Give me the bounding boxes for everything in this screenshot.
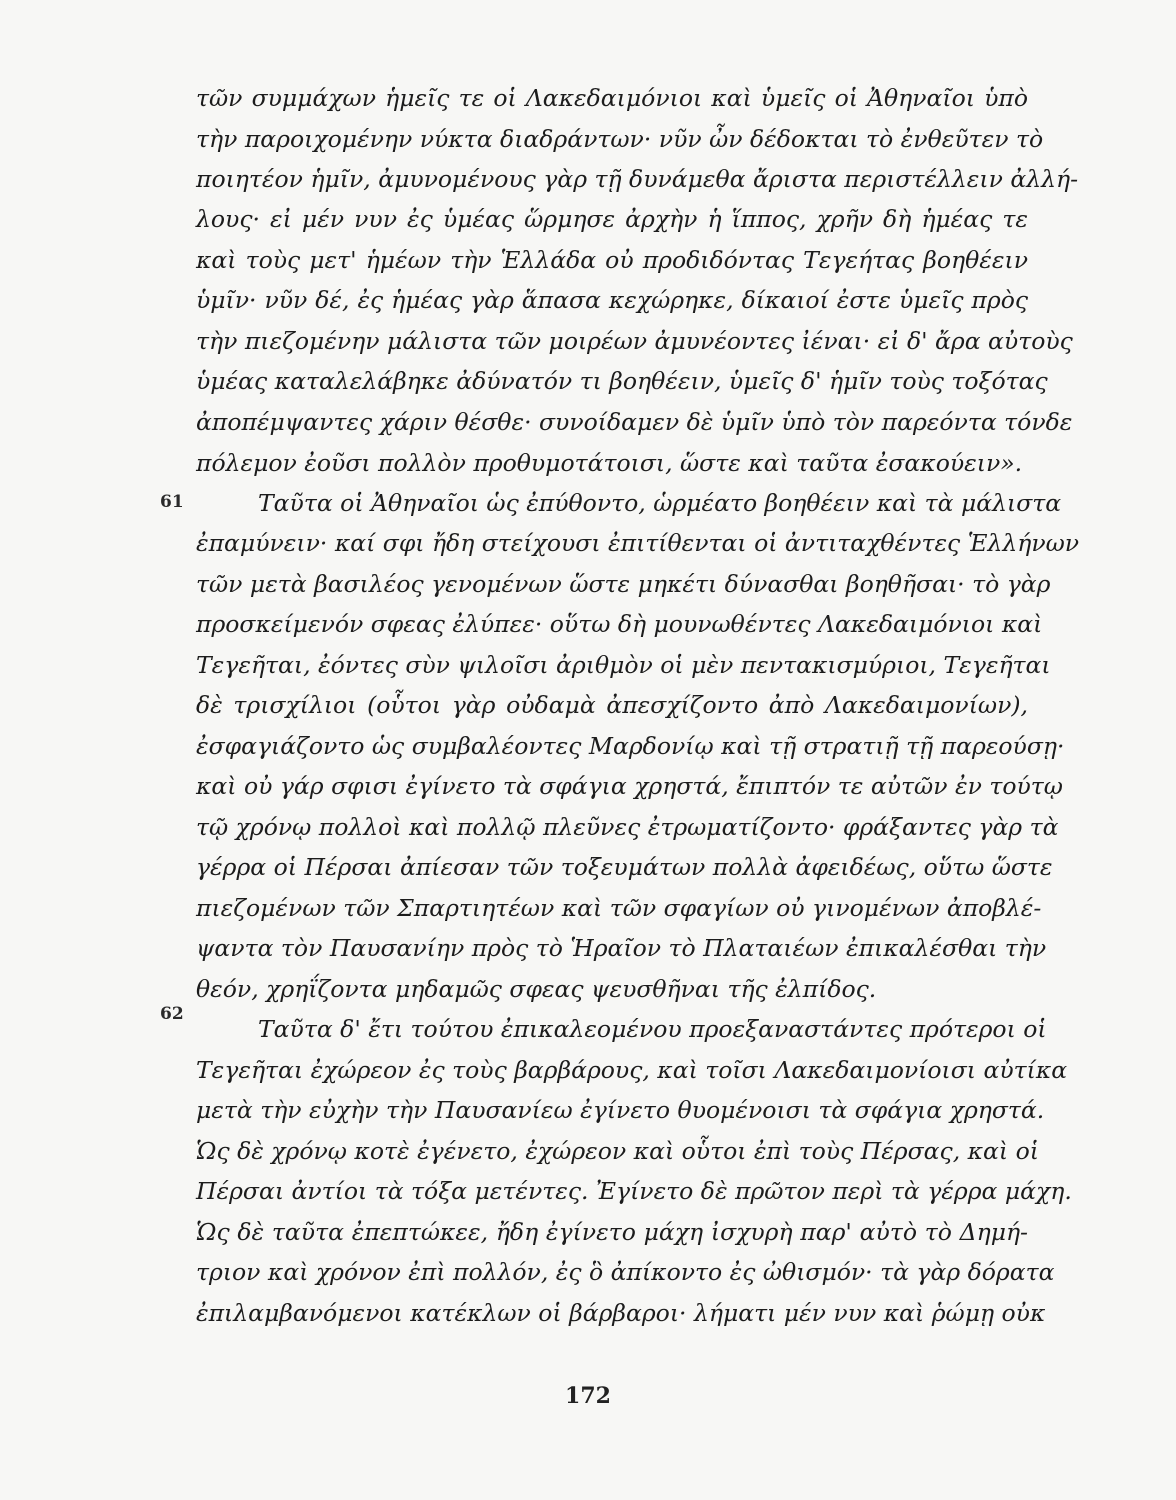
text-line: πόλεμον ἐοῦσι πολλὸν προθυμοτάτοισι, ὥστε καὶ ταῦτα ἐσακούειν». (196, 449, 1023, 477)
text-line: ὑμέας καταλελάβηκε ἀδύνατόν τι βοηθέειν, ὑμεῖς δ' ἡμῖν τοὺς τοξότας (196, 367, 1048, 395)
text-line: Πέρσαι ἀντίοι τὰ τόξα μετέντες. Ἐγίνετο δὲ πρῶτον περὶ τὰ γέρρα μάχη. (196, 1177, 1072, 1205)
text-line: ἐπαμύνειν· καί σφι ἤδη στείχουσι ἐπιτίθενται οἱ ἀντιταχθέντες Ἑλλήνων (196, 529, 1080, 557)
text-line: ψαντα τὸν Παυσανίην πρὸς τὸ Ἡραῖον τὸ Πλαταιέων ἐπικαλέσθαι τὴν (196, 934, 1047, 962)
text-line: προσκείμενόν σφεας ἐλύπεε· οὕτω δὴ μουνωθέντες Λακεδαιμόνιοι καὶ (196, 610, 1043, 638)
text-line: ὑμῖν· νῦν δέ, ἐς ἡμέας γὰρ ἅπασα κεχώρηκε, δίκαιοί ἐστε ὑμεῖς πρὸς (196, 286, 1028, 314)
text-line: πιεζομένων τῶν Σπαρτιητέων καὶ τῶν σφαγίων οὐ γινομένων ἀποβλέ- (196, 894, 1042, 922)
text-line: Τεγεῆται, ἐόντες σὺν ψιλοῖσι ἀριθμὸν οἱ μὲν πεντακισμύριοι, Τεγεῆται (196, 651, 1051, 679)
text-line: καὶ τοὺς μετ' ἡμέων τὴν Ἑλλάδα οὐ προδιδόντας Τεγεήτας βοηθέειν (196, 246, 1028, 274)
text-line: θεόν, χρηΐζοντα μηδαμῶς σφεας ψευσθῆναι τῆς ἐλπίδος. (196, 975, 877, 1003)
text-line: ποιητέον ἡμῖν, ἀμυνομένους γὰρ τῇ δυνάμεθα ἄριστα περιστέλλειν ἀλλή- (196, 165, 1079, 193)
section-number: 62 (160, 1004, 184, 1024)
text-line: τὴν πιεζομένην μάλιστα τῶν μοιρέων ἀμυνέοντες ἰέναι· εἰ δ' ἄρα αὐτοὺς (196, 327, 1073, 355)
text-line: τριον καὶ χρόνον ἐπὶ πολλόν, ἐς ὃ ἀπίκοντο ἐς ὠθισμόν· τὰ γὰρ δόρατα (196, 1258, 1055, 1286)
text-line: τὴν παροιχομένην νύκτα διαδράντων· νῦν ὦν δέδοκται τὸ ἐνθεῦτεν τὸ (196, 125, 1044, 153)
text-line: Ταῦτα δ' ἔτι τούτου ἐπικαλεομένου προεξαναστάντες πρότεροι οἱ (258, 1015, 1047, 1043)
text-line: τῶν μετὰ βασιλέος γενομένων ὥστε μηκέτι δύνασθαι βοηθῆσαι· τὸ γὰρ (196, 570, 1051, 598)
text-line: ἐπιλαμβανόμενοι κατέκλων οἱ βάρβαροι· λήματι μέν νυν καὶ ῥώμῃ οὐκ (196, 1299, 1046, 1327)
text-line: Ὡς δὲ χρόνῳ κοτὲ ἐγένετο, ἐχώρεον καὶ οὗτοι ἐπὶ τοὺς Πέρσας, καὶ οἱ (196, 1137, 1039, 1165)
section-number: 61 (160, 492, 184, 512)
text-line: λους· εἰ μέν νυν ἐς ὑμέας ὥρμησε ἀρχὴν ἡ ἵππος, χρῆν δὴ ἡμέας τε (196, 205, 1028, 233)
text-line: Τεγεῆται ἐχώρεον ἐς τοὺς βαρβάρους, καὶ τοῖσι Λακεδαιμονίοισι αὐτίκα (196, 1056, 1068, 1084)
text-line: καὶ οὐ γάρ σφισι ἐγίνετο τὰ σφάγια χρηστά, ἔπιπτόν τε αὐτῶν ἐν τούτῳ (196, 772, 1063, 800)
text-line: τῶν συμμάχων ἡμεῖς τε οἱ Λακεδαιμόνιοι καὶ ὑμεῖς οἱ Ἀθηναῖοι ὑπὸ (196, 84, 1028, 112)
text-line: δὲ τρισχίλιοι (οὗτοι γὰρ οὐδαμὰ ἀπεσχίζοντο ἀπὸ Λακεδαιμονίων), (196, 691, 1028, 719)
page-number: 172 (565, 1383, 611, 1409)
text-line: Ταῦτα οἱ Ἀθηναῖοι ὡς ἐπύθοντο, ὡρμέατο βοηθέειν καὶ τὰ μάλιστα (258, 489, 1062, 517)
text-line: Ὡς δὲ ταῦτα ἐπεπτώκεε, ἤδη ἐγίνετο μάχη ἰσχυρὴ παρ' αὐτὸ τὸ Δημή- (196, 1218, 1028, 1246)
text-line: γέρρα οἱ Πέρσαι ἀπίεσαν τῶν τοξευμάτων πολλὰ ἀφειδέως, οὕτω ὥστε (196, 853, 1053, 881)
text-line: ἀποπέμψαντες χάριν θέσθε· συνοίδαμεν δὲ ὑμῖν ὑπὸ τὸν παρεόντα τόνδε (196, 408, 1073, 436)
text-line: ἐσφαγιάζοντο ὡς συμβαλέοντες Μαρδονίῳ καὶ τῇ στρατιῇ τῇ παρεούσῃ· (196, 732, 1065, 760)
text-line: μετὰ τὴν εὐχὴν τὴν Παυσανίεω ἐγίνετο θυομένοισι τὰ σφάγια χρηστά. (196, 1096, 1045, 1124)
text-line: τῷ χρόνῳ πολλοὶ καὶ πολλῷ πλεῦνες ἐτρωματίζοντο· φράξαντες γὰρ τὰ (196, 813, 1059, 841)
